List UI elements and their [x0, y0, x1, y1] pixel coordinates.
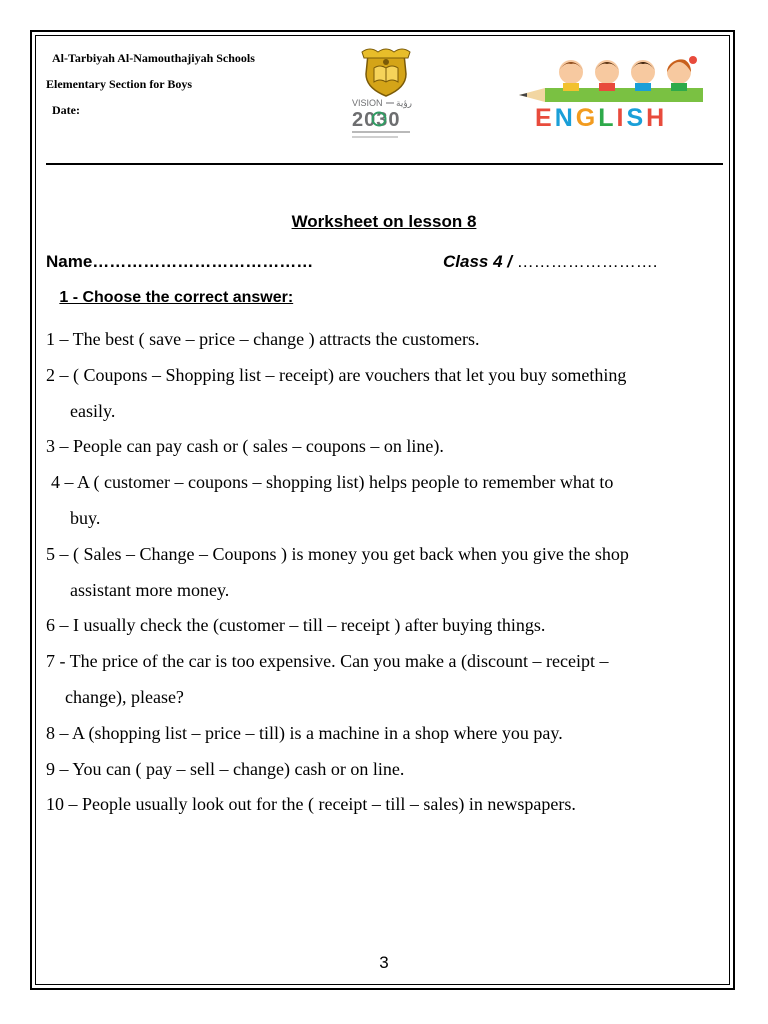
english-letter: I: [616, 104, 627, 132]
question-text: 6 – I usually check the (customer – till – receipt ) after buying things.: [46, 615, 546, 636]
english-letter: S: [626, 104, 647, 132]
section-heading: [46, 289, 293, 307]
question-item: [46, 608, 726, 644]
question-text: 3 – People can pay cash or ( sales – coupons – on line).: [46, 436, 444, 457]
english-letter: G: [575, 104, 599, 132]
question-list: [46, 322, 726, 823]
question-text: 7 - The price of the car is too expensive. Can you make a (discount – receipt –: [46, 651, 609, 672]
english-letter: E: [535, 104, 555, 132]
question-item: [46, 752, 726, 788]
question-item: [46, 429, 726, 465]
name-field-label: Name…………………………………: [46, 252, 314, 271]
english-subject-logo: [515, 50, 710, 145]
worksheet-title: Worksheet on lesson 8: [291, 212, 477, 231]
vision-2030-logo: [350, 96, 422, 146]
question-item: [46, 787, 726, 823]
kid-2-figure: [595, 60, 619, 91]
question-text: 4 – A ( customer – coupons – shopping list) helps people to remember what to: [51, 472, 614, 493]
question-item: [46, 716, 726, 752]
header-divider: [46, 163, 723, 165]
question-text: 9 – You can ( pay – sell – change) cash or on line.: [46, 758, 405, 779]
question-item: [46, 465, 726, 537]
class-label: Class 4 /: [443, 252, 512, 271]
question-text: 5 – ( Sales – Change – Coupons ) is money you get back when you give the shop: [46, 543, 629, 564]
class-blank: …………………….: [512, 252, 658, 271]
section-heading-text: 1 - Choose the correct answer:: [59, 289, 294, 306]
english-letter: N: [554, 104, 576, 132]
kid-4-figure: [667, 56, 697, 91]
vision-text: VISION: [352, 98, 383, 108]
question-text: 1 – The best ( save – price – change ) attracts the customers.: [46, 329, 480, 349]
date-label: Date:: [52, 103, 80, 117]
kid-1-figure: [559, 60, 583, 91]
question-text-continued: buy.: [70, 507, 101, 528]
question-text: 8 – A (shopping list – price – till) is a machine in a shop where you pay.: [46, 722, 563, 743]
question-text-continued: easily.: [70, 400, 116, 421]
question-text-continued: change), please?: [65, 686, 184, 707]
page-number: 3: [379, 953, 389, 972]
school-name: Al-Tarbiyah Al-Namouthajiyah Schools: [52, 51, 255, 65]
english-letter: L: [598, 104, 617, 132]
school-section: Elementary Section for Boys: [46, 77, 193, 91]
vision-arabic-text: رؤية: [396, 99, 413, 109]
kid-3-figure: [631, 60, 655, 91]
class-field: [443, 252, 657, 272]
question-text: 2 – ( Coupons – Shopping list – receipt) are vouchers that let you buy something: [46, 364, 627, 385]
school-header: [46, 45, 255, 123]
question-item: [46, 322, 726, 358]
question-item: [46, 358, 726, 430]
question-item: [46, 644, 726, 716]
english-letter: H: [646, 104, 668, 132]
english-logo-text: [535, 104, 667, 133]
question-text: 10 – People usually look out for the ( receipt – till – sales) in newspapers.: [46, 794, 576, 815]
vision-year-text: 2030: [352, 109, 401, 131]
question-item: [46, 537, 726, 609]
question-text-continued: assistant more money.: [70, 579, 230, 600]
